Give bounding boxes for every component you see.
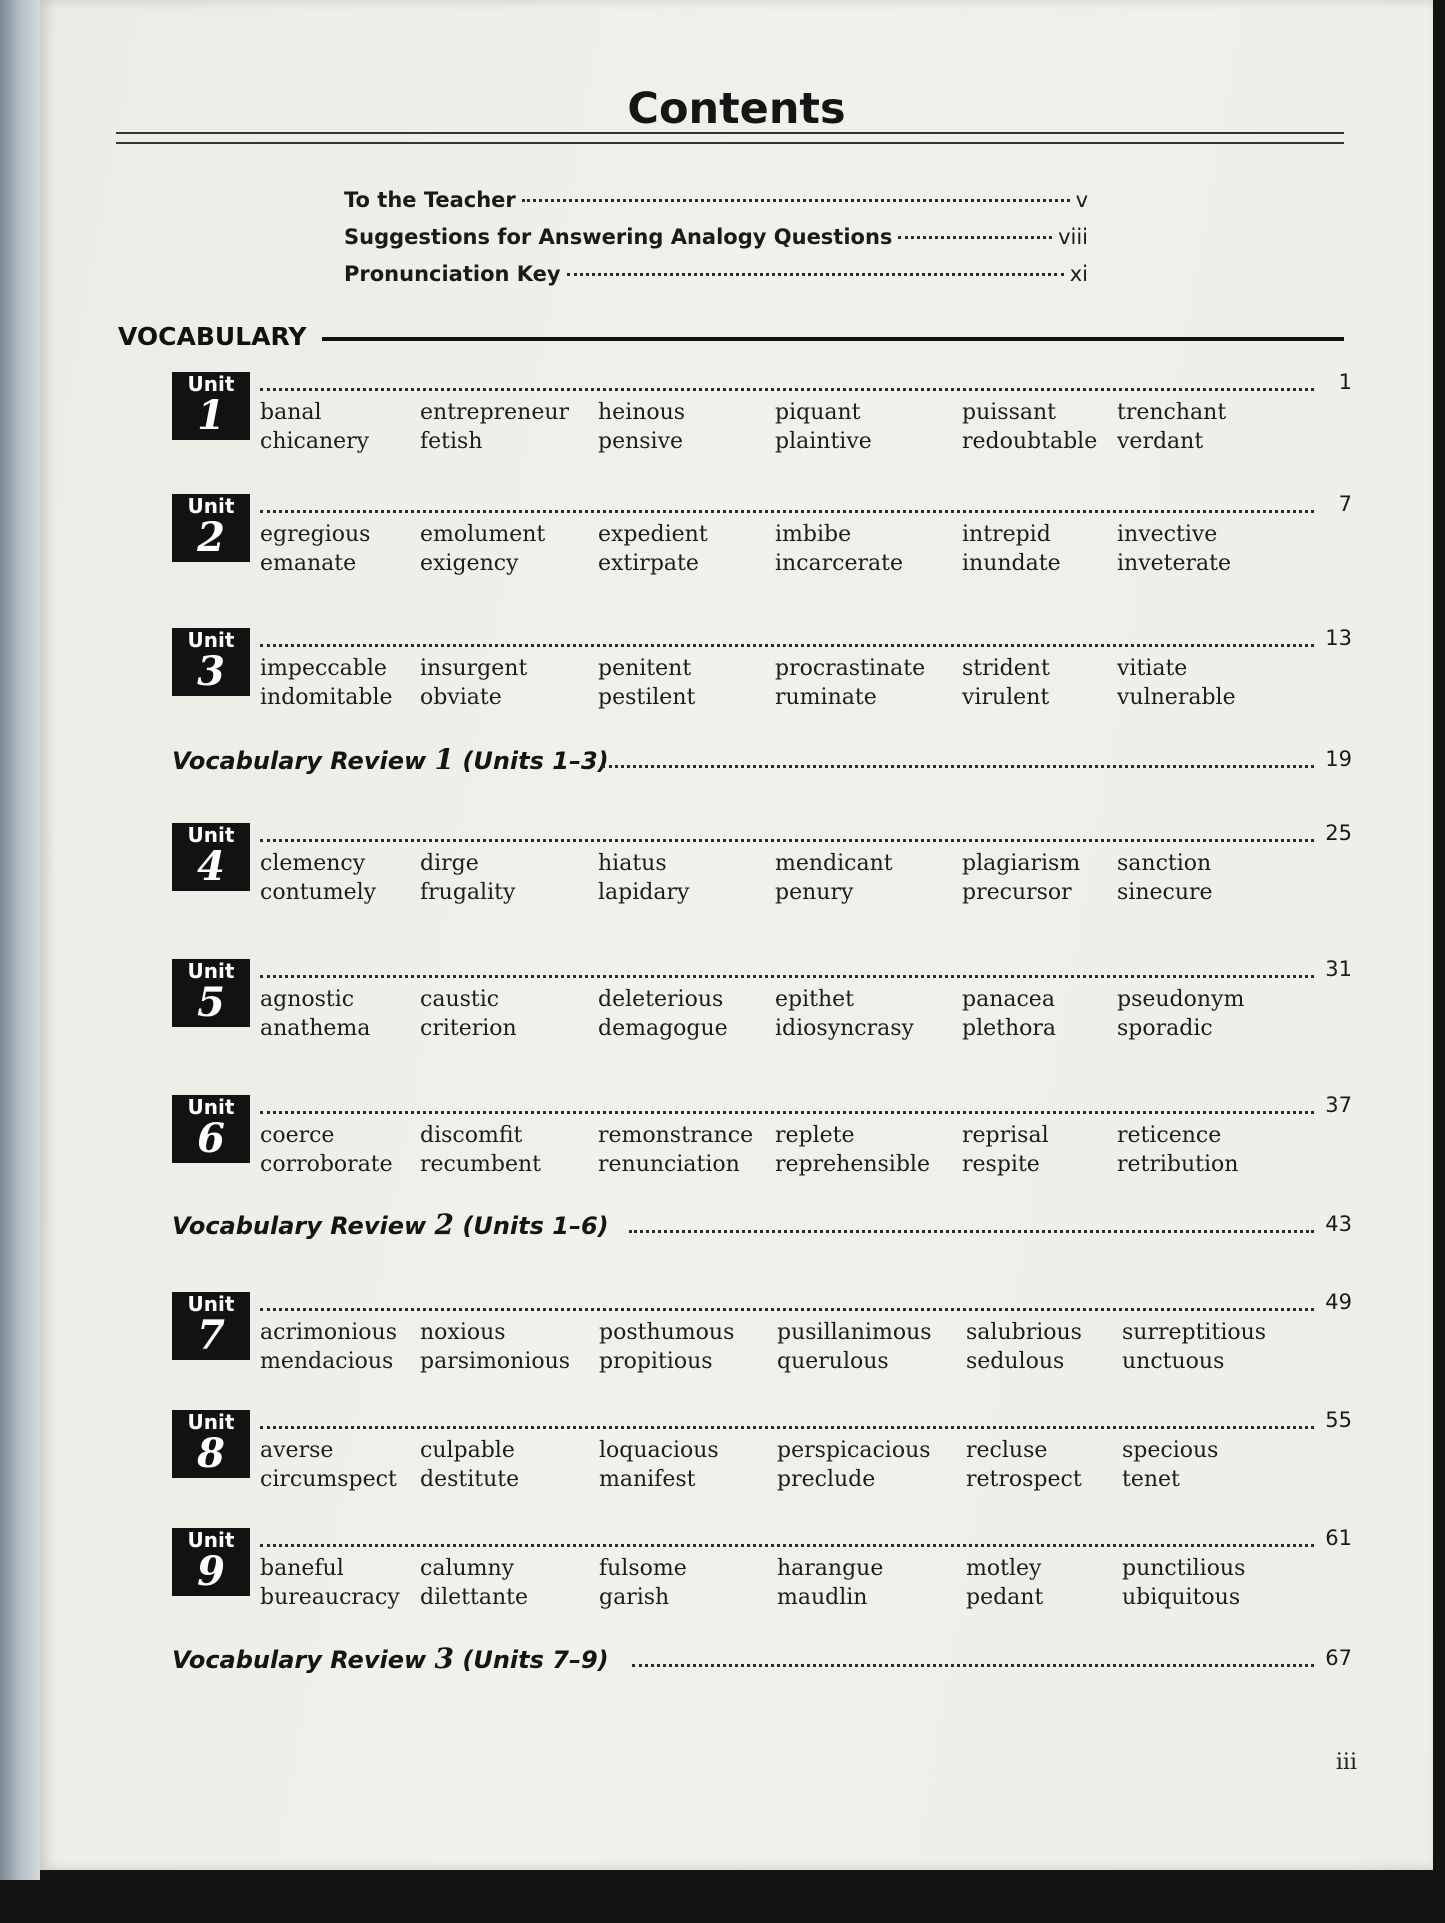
vocabulary-word: plagiarism	[962, 851, 1081, 876]
vocabulary-word: lapidary	[598, 880, 690, 905]
unit-badge-number: 8	[197, 1430, 225, 1477]
vocabulary-word: dirge	[420, 851, 479, 876]
vocabulary-word: heinous	[598, 400, 686, 425]
unit-badge	[172, 372, 250, 440]
vocabulary-word: piquant	[775, 400, 861, 425]
review-entry-2[interactable]	[172, 1208, 1352, 1244]
unit-badge-number: 7	[197, 1312, 225, 1359]
vocabulary-word: fulsome	[599, 1556, 687, 1581]
vocabulary-word: impeccable	[260, 656, 387, 681]
vocabulary-word: obviate	[420, 685, 502, 710]
vocabulary-word: epithet	[775, 987, 855, 1012]
vocabulary-word: remonstrance	[598, 1123, 754, 1148]
vocabulary-word: ruminate	[775, 685, 877, 710]
review-page-number: 67	[1325, 1646, 1352, 1670]
unit-badge-number: 2	[197, 514, 225, 561]
unit-entry-1[interactable]	[172, 370, 1352, 454]
vocabulary-word: vulnerable	[1117, 685, 1236, 710]
vocabulary-word: panacea	[962, 987, 1055, 1012]
vocabulary-word: exigency	[420, 551, 519, 576]
vocabulary-word: coerce	[260, 1123, 335, 1148]
vocabulary-word: verdant	[1117, 429, 1204, 454]
review-title	[172, 1642, 609, 1675]
vocabulary-word: corroborate	[260, 1152, 393, 1177]
unit-word-list	[260, 1123, 1320, 1181]
vocabulary-word: extirpate	[598, 551, 699, 576]
title-double-rule	[116, 132, 1344, 144]
vocabulary-word: reprehensible	[775, 1152, 930, 1177]
dot-leader	[260, 510, 1314, 513]
entry-page: xi	[1069, 262, 1088, 286]
unit-page-number: 37	[1325, 1093, 1352, 1117]
contents-page	[40, 0, 1433, 1870]
word-row	[260, 987, 1320, 1016]
word-row	[260, 1152, 1320, 1181]
unit-word-list	[260, 1438, 1320, 1496]
dot-leader	[260, 1111, 1314, 1114]
unit-entry-2[interactable]	[172, 492, 1352, 576]
vocabulary-word: calumny	[420, 1556, 515, 1581]
word-row	[260, 880, 1320, 909]
vocabulary-word: renunciation	[598, 1152, 740, 1177]
unit-word-list	[260, 1556, 1320, 1614]
dot-leader	[602, 765, 1314, 768]
unit-word-list	[260, 987, 1320, 1045]
unit-badge-number: 5	[197, 979, 225, 1026]
unit-badge	[172, 628, 250, 696]
vocabulary-word: unctuous	[1122, 1349, 1225, 1374]
vocabulary-word: plaintive	[775, 429, 872, 454]
dot-leader	[260, 644, 1314, 647]
page-number: iii	[1335, 1750, 1357, 1775]
word-row	[260, 429, 1320, 458]
entry-page: viii	[1058, 225, 1088, 249]
vocabulary-word: precursor	[962, 880, 1072, 905]
review-number: 2	[434, 1208, 454, 1241]
review-page-number: 19	[1325, 747, 1352, 771]
unit-entry-8[interactable]	[172, 1408, 1352, 1492]
unit-badge-label: Unit	[187, 372, 235, 396]
word-row	[260, 851, 1320, 880]
vocabulary-word: anathema	[260, 1016, 371, 1041]
dot-leader	[629, 1230, 1314, 1233]
vocabulary-word: sinecure	[1117, 880, 1213, 905]
front-matter-entry[interactable]	[344, 262, 1088, 299]
dot-leader	[522, 199, 1070, 202]
review-number: 1	[434, 743, 454, 776]
vocabulary-word: reprisal	[962, 1123, 1049, 1148]
vocabulary-word: querulous	[777, 1349, 889, 1374]
unit-page-number: 1	[1338, 370, 1352, 394]
word-row	[260, 400, 1320, 429]
unit-page-number: 7	[1338, 492, 1352, 516]
vocabulary-word: recluse	[966, 1438, 1048, 1463]
entry-page: v	[1075, 188, 1088, 212]
vocabulary-word: respite	[962, 1152, 1040, 1177]
vocabulary-word: garish	[599, 1585, 670, 1610]
vocabulary-word: harangue	[777, 1556, 884, 1581]
word-row	[260, 1585, 1320, 1614]
vocabulary-word: replete	[775, 1123, 855, 1148]
vocabulary-word: hiatus	[598, 851, 667, 876]
vocabulary-word: retribution	[1117, 1152, 1239, 1177]
vocabulary-word: posthumous	[599, 1320, 735, 1345]
word-row	[260, 656, 1320, 685]
unit-badge-label: Unit	[187, 823, 235, 847]
vocabulary-word: pensive	[598, 429, 684, 454]
vocabulary-word: parsimonious	[420, 1349, 571, 1374]
background-left-edge	[0, 0, 40, 1880]
unit-badge-label: Unit	[187, 1292, 235, 1316]
unit-entry-6[interactable]	[172, 1093, 1352, 1177]
word-row	[260, 1467, 1320, 1496]
vocabulary-word: entrepreneur	[420, 400, 570, 425]
unit-entry-9[interactable]	[172, 1526, 1352, 1610]
vocabulary-word: acrimonious	[260, 1320, 398, 1345]
vocabulary-word: propitious	[599, 1349, 713, 1374]
review-entry-3[interactable]	[172, 1642, 1352, 1678]
vocabulary-word: strident	[962, 656, 1050, 681]
vocabulary-word: inveterate	[1117, 551, 1232, 576]
unit-page-number: 49	[1325, 1290, 1352, 1314]
vocabulary-word: sedulous	[966, 1349, 1065, 1374]
unit-entry-7[interactable]	[172, 1290, 1352, 1374]
page-title: Contents	[627, 84, 846, 134]
unit-page-number: 61	[1325, 1526, 1352, 1550]
word-row	[260, 1438, 1320, 1467]
dot-leader	[260, 839, 1314, 842]
vocabulary-word: deleterious	[598, 987, 724, 1012]
unit-badge	[172, 494, 250, 562]
front-matter-list	[344, 188, 1088, 299]
entry-label: Suggestions for Answering Analogy Questions	[344, 225, 893, 249]
unit-page-number: 13	[1325, 626, 1352, 650]
dot-leader	[632, 1664, 1314, 1667]
vocabulary-word: demagogue	[598, 1016, 728, 1041]
unit-badge	[172, 1095, 250, 1163]
vocabulary-word: procrastinate	[775, 656, 926, 681]
front-matter-entry[interactable]	[344, 188, 1088, 225]
vocabulary-word: pedant	[966, 1585, 1044, 1610]
unit-badge-label: Unit	[187, 959, 235, 983]
vocabulary-word: expedient	[598, 522, 708, 547]
review-label: Vocabulary Review	[172, 1212, 427, 1240]
vocabulary-word: penury	[775, 880, 854, 905]
review-label: Vocabulary Review	[172, 747, 427, 775]
vocabulary-word: retrospect	[966, 1467, 1082, 1492]
vocabulary-word: averse	[260, 1438, 334, 1463]
vocabulary-word: puissant	[962, 400, 1056, 425]
vocabulary-word: ubiquitous	[1122, 1585, 1241, 1610]
vocabulary-word: penitent	[598, 656, 692, 681]
unit-badge	[172, 1292, 250, 1360]
vocabulary-word: clemency	[260, 851, 366, 876]
unit-page-number: 25	[1325, 821, 1352, 845]
unit-badge-number: 3	[197, 648, 225, 695]
vocabulary-word: indomitable	[260, 685, 393, 710]
unit-badge-number: 9	[197, 1548, 225, 1595]
vocabulary-word: agnostic	[260, 987, 355, 1012]
vocabulary-word: redoubtable	[962, 429, 1098, 454]
vocabulary-word: egregious	[260, 522, 371, 547]
word-row	[260, 522, 1320, 551]
vocabulary-word: fetish	[420, 429, 483, 454]
dot-leader	[567, 273, 1064, 276]
vocabulary-word: emanate	[260, 551, 357, 576]
vocabulary-word: punctilious	[1122, 1556, 1246, 1581]
vocabulary-word: intrepid	[962, 522, 1051, 547]
dot-leader	[260, 975, 1314, 978]
vocabulary-word: circumspect	[260, 1467, 397, 1492]
unit-badge	[172, 1410, 250, 1478]
vocabulary-word: baneful	[260, 1556, 344, 1581]
dot-leader	[260, 388, 1314, 391]
vocabulary-word: motley	[966, 1556, 1042, 1581]
vocabulary-word: preclude	[777, 1467, 876, 1492]
unit-page-number: 31	[1325, 957, 1352, 981]
unit-badge	[172, 1528, 250, 1596]
unit-word-list	[260, 1320, 1320, 1378]
review-entry-1[interactable]	[172, 743, 1352, 779]
review-page-number: 43	[1325, 1212, 1352, 1236]
front-matter-entry[interactable]	[344, 225, 1088, 262]
vocabulary-word: chicanery	[260, 429, 370, 454]
word-row	[260, 1349, 1320, 1378]
vocabulary-word: sporadic	[1117, 1016, 1213, 1041]
review-title	[172, 743, 609, 776]
entry-label: To the Teacher	[344, 188, 516, 212]
dot-leader	[260, 1308, 1314, 1311]
vocabulary-word: perspicacious	[777, 1438, 931, 1463]
word-row	[260, 1556, 1320, 1585]
word-row	[260, 1016, 1320, 1045]
unit-badge	[172, 823, 250, 891]
unit-entry-3[interactable]	[172, 626, 1352, 710]
vocabulary-word: loquacious	[599, 1438, 719, 1463]
vocabulary-word: caustic	[420, 987, 500, 1012]
review-range: (Units 1–3)	[462, 747, 609, 775]
unit-badge-label: Unit	[187, 494, 235, 518]
vocabulary-word: dilettante	[420, 1585, 529, 1610]
unit-entry-5[interactable]	[172, 957, 1352, 1041]
vocabulary-word: invective	[1117, 522, 1218, 547]
review-range: (Units 1–6)	[462, 1212, 609, 1240]
vocabulary-word: destitute	[420, 1467, 520, 1492]
vocabulary-word: virulent	[962, 685, 1050, 710]
section-heading: VOCABULARY	[118, 322, 307, 351]
vocabulary-word: insurgent	[420, 656, 528, 681]
vocabulary-word: surreptitious	[1122, 1320, 1267, 1345]
review-title	[172, 1208, 609, 1241]
entry-label: Pronunciation Key	[344, 262, 561, 286]
unit-word-list	[260, 851, 1320, 909]
dot-leader	[898, 236, 1052, 239]
section-rule	[322, 337, 1344, 341]
review-range: (Units 7–9)	[462, 1646, 609, 1674]
vocabulary-word: reticence	[1117, 1123, 1222, 1148]
review-number: 3	[434, 1642, 454, 1675]
unit-word-list	[260, 522, 1320, 580]
vocabulary-word: manifest	[599, 1467, 696, 1492]
vocabulary-word: sanction	[1117, 851, 1212, 876]
unit-page-number: 55	[1325, 1408, 1352, 1432]
vocabulary-word: bureaucracy	[260, 1585, 400, 1610]
dot-leader	[260, 1544, 1314, 1547]
unit-badge-label: Unit	[187, 1410, 235, 1434]
vocabulary-word: trenchant	[1117, 400, 1227, 425]
unit-badge-number: 1	[197, 392, 225, 439]
word-row	[260, 551, 1320, 580]
review-label: Vocabulary Review	[172, 1646, 427, 1674]
unit-word-list	[260, 656, 1320, 714]
unit-entry-4[interactable]	[172, 821, 1352, 905]
vocabulary-word: vitiate	[1117, 656, 1188, 681]
vocabulary-word: emolument	[420, 522, 546, 547]
vocabulary-word: incarcerate	[775, 551, 903, 576]
unit-badge-label: Unit	[187, 628, 235, 652]
vocabulary-word: mendacious	[260, 1349, 394, 1374]
vocabulary-word: recumbent	[420, 1152, 541, 1177]
vocabulary-word: inundate	[962, 551, 1061, 576]
vocabulary-word: specious	[1122, 1438, 1219, 1463]
vocabulary-word: pseudonym	[1117, 987, 1245, 1012]
vocabulary-word: imbibe	[775, 522, 852, 547]
vocabulary-word: maudlin	[777, 1585, 868, 1610]
vocabulary-word: idiosyncrasy	[775, 1016, 914, 1041]
unit-badge-label: Unit	[187, 1095, 235, 1119]
vocabulary-word: frugality	[420, 880, 516, 905]
dot-leader	[260, 1426, 1314, 1429]
unit-badge-label: Unit	[187, 1528, 235, 1552]
word-row	[260, 1123, 1320, 1152]
vocabulary-word: culpable	[420, 1438, 515, 1463]
vocabulary-word: discomfit	[420, 1123, 523, 1148]
vocabulary-word: mendicant	[775, 851, 893, 876]
vocabulary-word: pusillanimous	[777, 1320, 932, 1345]
vocabulary-word: tenet	[1122, 1467, 1180, 1492]
unit-word-list	[260, 400, 1320, 458]
vocabulary-word: criterion	[420, 1016, 517, 1041]
vocabulary-word: pestilent	[598, 685, 696, 710]
unit-badge-number: 6	[197, 1115, 225, 1162]
vocabulary-word: contumely	[260, 880, 377, 905]
word-row	[260, 685, 1320, 714]
vocabulary-word: banal	[260, 400, 322, 425]
vocabulary-word: noxious	[420, 1320, 506, 1345]
unit-badge-number: 4	[197, 843, 225, 890]
vocabulary-word: salubrious	[966, 1320, 1082, 1345]
unit-badge	[172, 959, 250, 1027]
word-row	[260, 1320, 1320, 1349]
vocabulary-word: plethora	[962, 1016, 1057, 1041]
